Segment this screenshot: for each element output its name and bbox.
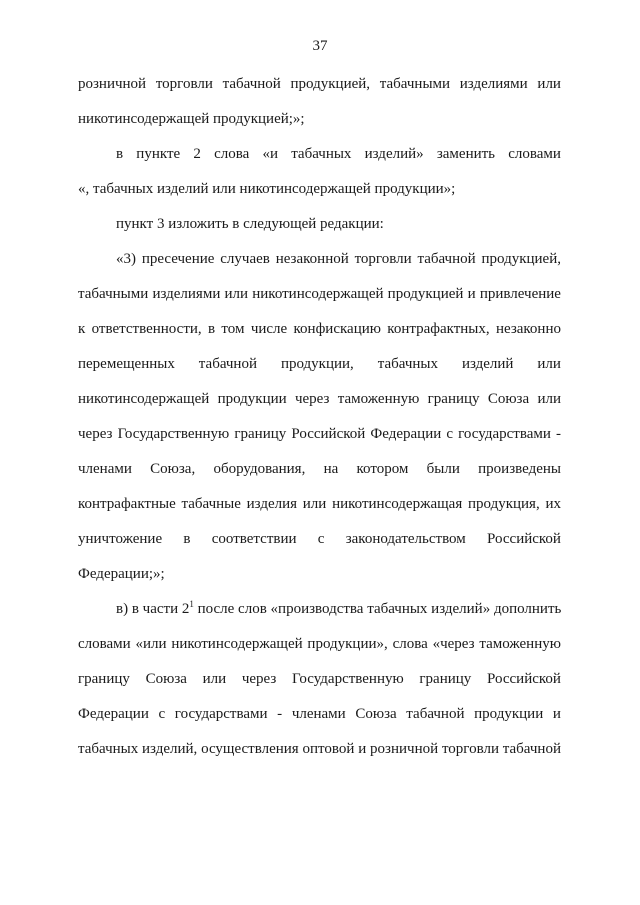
word: были (426, 461, 460, 477)
word: государствами (458, 426, 551, 442)
word: пункте (136, 146, 181, 162)
word: 2 (193, 146, 201, 162)
word: и (358, 741, 367, 757)
word: привлечение (479, 286, 561, 302)
word: табачных (78, 741, 139, 757)
page-number: 37 (312, 38, 328, 54)
word: Союза (487, 391, 530, 407)
word: контрафактных, (387, 321, 490, 337)
word: табачных (291, 146, 352, 162)
word: государствами (174, 706, 268, 722)
word: уничтожение (78, 531, 163, 547)
word: осуществления (201, 741, 299, 757)
word: законодательством (345, 531, 466, 547)
word: таможенную (337, 391, 420, 407)
word: никотинсодержащей (78, 391, 210, 407)
word: продукции, (280, 356, 354, 372)
word: незаконной (275, 251, 349, 267)
word: ответственности, (91, 321, 202, 337)
word: Государственную (292, 671, 404, 687)
text-line (116, 598, 561, 620)
word: продукцией, (481, 251, 561, 267)
word: контрафактные (78, 496, 176, 512)
word: торговли (155, 76, 213, 92)
word: табачными (78, 286, 149, 302)
word: слова (214, 146, 250, 162)
word: словами (508, 146, 561, 162)
word: продукции», (307, 636, 388, 652)
text-line (78, 458, 561, 480)
word: перемещенных (78, 356, 175, 372)
word: торговли (441, 741, 499, 757)
word: границу (234, 426, 287, 442)
word: продукцией (387, 286, 464, 302)
word: пресечение (141, 251, 215, 267)
word: через (294, 391, 330, 407)
word: табачной (502, 741, 561, 757)
word: Российской (487, 671, 561, 687)
word: оборудования, (213, 461, 306, 477)
text-line (116, 143, 561, 165)
word: табачной (222, 76, 281, 92)
word: Российской (487, 531, 561, 547)
word: табачных (377, 356, 438, 372)
word: в (183, 531, 191, 547)
word: заменить (436, 146, 496, 162)
word: их (545, 496, 561, 512)
word: Союза (145, 671, 187, 687)
text-line (78, 633, 561, 655)
word: членами (291, 706, 346, 722)
word: том (221, 321, 245, 337)
word: с (317, 531, 325, 547)
word: табачной (198, 356, 257, 372)
word: к (78, 321, 86, 337)
word: «через (432, 636, 475, 652)
text-line: «, табачных изделий или никотинсодержащей продукции»; (78, 181, 456, 197)
word: границу (419, 671, 472, 687)
word: табачной (417, 251, 476, 267)
word: изделия (246, 496, 298, 512)
word: и (467, 286, 476, 302)
text-line (78, 703, 561, 725)
word: котором (356, 461, 409, 477)
word: или (537, 356, 561, 372)
text-line (78, 353, 561, 375)
text-line (78, 318, 561, 340)
word: изделиями (459, 76, 528, 92)
word: с (446, 426, 454, 442)
word: числе (250, 321, 288, 337)
word: изделий» (364, 146, 424, 162)
word: Федерации (78, 706, 149, 722)
word: таможенную (479, 636, 561, 652)
text-line (78, 493, 561, 515)
word: границу (78, 671, 130, 687)
word: розничной (78, 76, 147, 92)
word: «или (135, 636, 167, 652)
word: соответствии (211, 531, 297, 547)
word: изделий, (142, 741, 198, 757)
word: «3) (116, 251, 136, 267)
word: продукцией, (290, 76, 371, 92)
word: Союза, (150, 461, 196, 477)
text-line: Федерации;»; (78, 566, 165, 582)
word: через (241, 671, 277, 687)
word: через (78, 426, 113, 442)
word: продукции (474, 706, 544, 722)
word: никотинсодержащей (252, 286, 384, 302)
text-line (78, 423, 561, 445)
word: Союза (355, 706, 397, 722)
text-line: пункт 3 изложить в следующей редакции: (116, 216, 384, 232)
word: или (302, 496, 327, 512)
word: или (202, 671, 227, 687)
word: на (323, 461, 339, 477)
word: случаев (220, 251, 270, 267)
text-line: никотинсодержащей продукцией;»; (78, 111, 305, 127)
text-line (78, 738, 561, 760)
word: Государственную (117, 426, 230, 442)
word: Федерации (370, 426, 442, 442)
word: в (208, 321, 216, 337)
word: членами (78, 461, 132, 477)
word: с (158, 706, 166, 722)
word: никотинсодержащей (171, 636, 303, 652)
word: границу (427, 391, 480, 407)
word: и (552, 706, 561, 722)
word: изделий (461, 356, 514, 372)
word: - (556, 426, 561, 442)
text-line (78, 668, 561, 690)
word: оптовой (302, 741, 355, 757)
word: изделиями (152, 286, 221, 302)
word: незаконно (495, 321, 561, 337)
word: Российской (291, 426, 366, 442)
text-line (116, 248, 561, 270)
line-text-start: в) в части 2 (116, 601, 190, 617)
word: конфискацию (293, 321, 381, 337)
word: продукции (217, 391, 287, 407)
word: торговли (354, 251, 412, 267)
word: табачные (181, 496, 241, 512)
word: в (116, 146, 124, 162)
word: розничной (370, 741, 439, 757)
word: или (224, 286, 249, 302)
text-line (78, 73, 561, 95)
word: «и (262, 146, 278, 162)
word: словами (78, 636, 131, 652)
word: или (537, 76, 561, 92)
word: табачной (406, 706, 465, 722)
word: табачными (379, 76, 451, 92)
text-line (78, 283, 561, 305)
text-line (78, 388, 561, 410)
word: никотинсодержащая (332, 496, 463, 512)
word: слова (392, 636, 428, 652)
line-text-end: после слов «производства табачных изделий» дополнить (193, 601, 562, 617)
text-line (78, 528, 561, 550)
word: произведены (478, 461, 561, 477)
word: продукция, (467, 496, 540, 512)
word: или (537, 391, 561, 407)
superscript: 1 (189, 599, 194, 609)
word: - (277, 706, 283, 722)
